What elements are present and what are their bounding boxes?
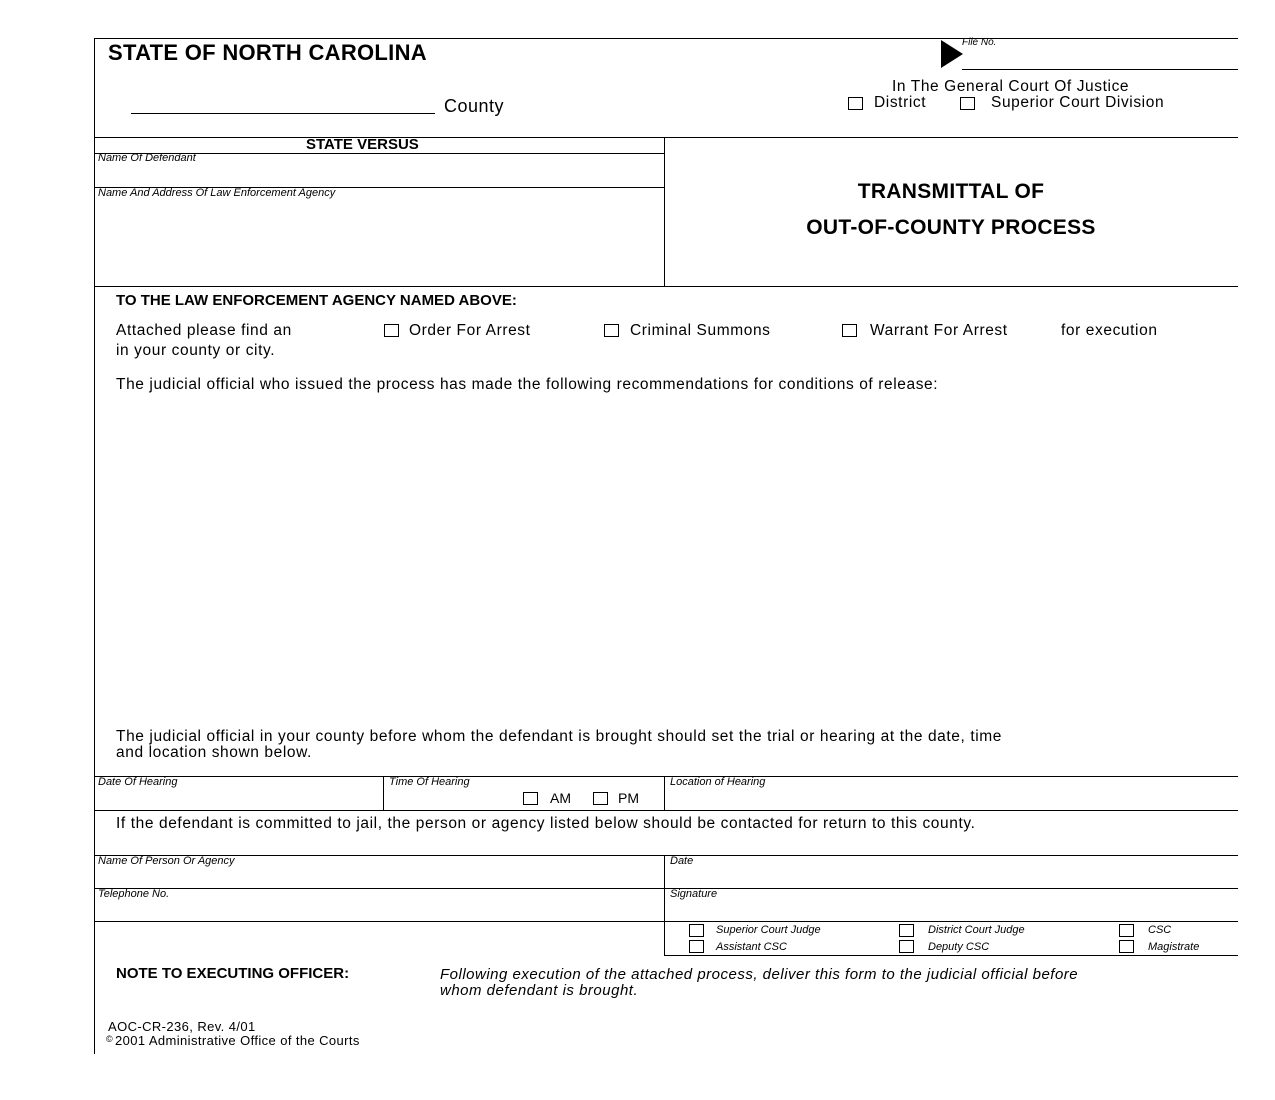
- file-number-line[interactable]: [962, 69, 1238, 70]
- criminal-summons-label: Criminal Summons: [630, 322, 771, 339]
- recommendations-area[interactable]: [116, 400, 1216, 720]
- jail-line: [94, 855, 1238, 856]
- date-label: Date: [670, 855, 694, 867]
- district-court-judge-checkbox[interactable]: [899, 924, 914, 937]
- warrant-for-arrest-label: Warrant For Arrest: [870, 322, 1008, 339]
- time-of-hearing-label: Time Of Hearing: [389, 776, 470, 788]
- recommendations-text: The judicial official who issued the process has made the following recommendations for conditions of release:: [116, 376, 939, 393]
- district-checkbox[interactable]: [848, 97, 863, 110]
- trial-text-line1: The judicial official in your county before whom the defendant is brought should set the trial or hearing at the date, time: [116, 728, 1003, 745]
- trial-text-line2: and location shown below.: [116, 744, 312, 761]
- person-agency-label: Name Of Person Or Agency: [98, 855, 235, 867]
- header-divider: [94, 137, 1238, 138]
- role-csc: CSC: [1148, 924, 1172, 936]
- order-for-arrest-label: Order For Arrest: [409, 322, 531, 339]
- role-superior-court-judge: Superior Court Judge: [716, 924, 821, 936]
- county-label: County: [444, 96, 505, 116]
- date-of-hearing-label: Date Of Hearing: [98, 776, 178, 788]
- warrant-for-arrest-checkbox[interactable]: [842, 324, 857, 337]
- county-blank-line[interactable]: [131, 113, 435, 114]
- telephone-label: Telephone No.: [98, 888, 170, 900]
- parties-divider: [664, 137, 665, 287]
- note-line1: Following execution of the attached process, deliver this form to the judicial official before: [440, 966, 1079, 983]
- instructions-heading: TO THE LAW ENFORCEMENT AGENCY NAMED ABOVE:: [116, 292, 517, 309]
- hearing-top-line: [94, 776, 1238, 777]
- hearing-divider-2: [664, 776, 665, 810]
- attached-lead: Attached please find an: [116, 322, 292, 339]
- form-title-line1: TRANSMITTAL OF: [857, 180, 1045, 203]
- superior-court-judge-checkbox[interactable]: [689, 924, 704, 937]
- court-line: In The General Court Of Justice: [892, 78, 1130, 95]
- jail-divider: [664, 855, 665, 955]
- county-city-text: in your county or city.: [116, 342, 276, 359]
- left-border: [94, 38, 95, 1054]
- deputy-csc-checkbox[interactable]: [899, 940, 914, 953]
- file-number-label: File No.: [962, 37, 997, 48]
- signature-label: Signature: [670, 888, 718, 900]
- role-district-court-judge: District Court Judge: [928, 924, 1025, 936]
- parties-bottom: [94, 286, 1238, 287]
- location-of-hearing-label: Location of Hearing: [670, 776, 766, 788]
- state-versus: STATE VERSUS: [306, 136, 419, 153]
- note-line2: whom defendant is brought.: [440, 982, 639, 999]
- superior-checkbox[interactable]: [960, 97, 975, 110]
- role-assistant-csc: Assistant CSC: [716, 941, 787, 953]
- csc-checkbox[interactable]: [1119, 924, 1134, 937]
- pm-label: PM: [618, 790, 639, 806]
- roles-bottom-line: [664, 955, 1238, 956]
- am-label: AM: [550, 790, 571, 806]
- telephone-line[interactable]: [94, 921, 1238, 922]
- person-line[interactable]: [94, 888, 1238, 889]
- role-magistrate: Magistrate: [1148, 941, 1200, 953]
- form-number: AOC-CR-236, Rev. 4/01: [108, 1019, 256, 1034]
- pm-checkbox[interactable]: [593, 792, 608, 805]
- district-label: District: [874, 94, 927, 111]
- top-border: [94, 38, 1238, 39]
- note-label: NOTE TO EXECUTING OFFICER:: [116, 965, 350, 982]
- copyright-text: 2001 Administrative Office of the Courts: [115, 1033, 360, 1048]
- state-title: STATE OF NORTH CAROLINA: [108, 40, 427, 65]
- copyright-icon: ©: [106, 1034, 113, 1044]
- magistrate-checkbox[interactable]: [1119, 940, 1134, 953]
- order-for-arrest-checkbox[interactable]: [384, 324, 399, 337]
- for-execution-text: for execution: [1061, 322, 1158, 339]
- role-deputy-csc: Deputy CSC: [928, 941, 990, 953]
- hearing-divider-1: [383, 776, 384, 810]
- form-title-line2: OUT-OF-COUNTY PROCESS: [806, 216, 1096, 239]
- jail-text: If the defendant is committed to jail, the person or agency listed below should be contacted for return to this county.: [116, 815, 976, 832]
- superior-label: Superior Court Division: [991, 94, 1165, 111]
- am-checkbox[interactable]: [523, 792, 538, 805]
- agency-label: Name And Address Of Law Enforcement Agency: [98, 187, 336, 199]
- assistant-csc-checkbox[interactable]: [689, 940, 704, 953]
- defendant-label: Name Of Defendant: [98, 152, 196, 164]
- criminal-summons-checkbox[interactable]: [604, 324, 619, 337]
- hearing-bottom-line: [94, 810, 1238, 811]
